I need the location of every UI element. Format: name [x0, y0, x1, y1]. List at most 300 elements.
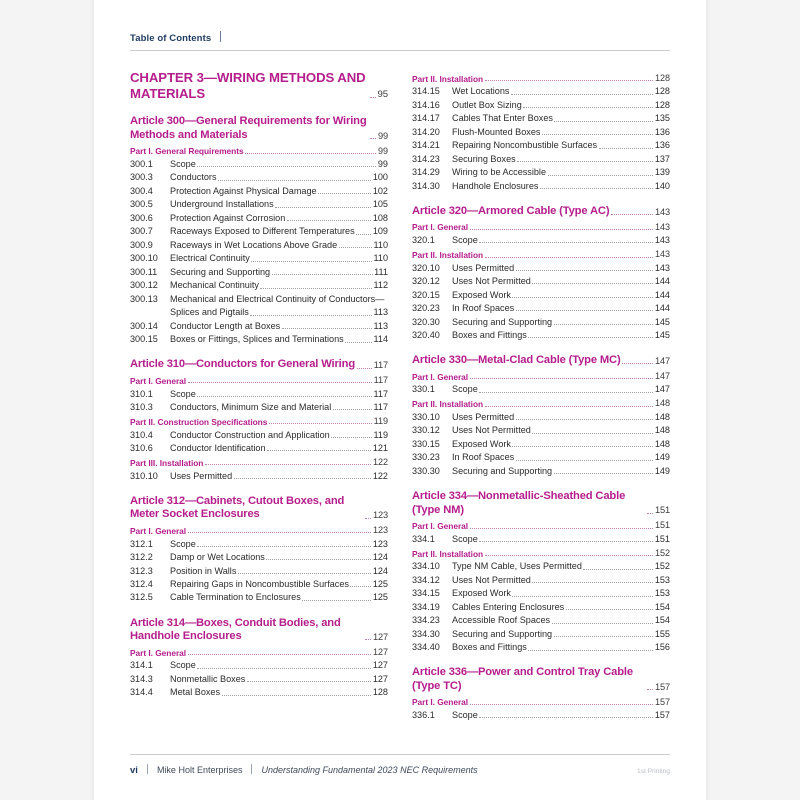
toc-entry-label: Part III. Installation	[130, 458, 204, 468]
toc-entry-label: Conductors	[170, 172, 217, 183]
toc-page-number: 156	[654, 642, 670, 653]
toc-page-number: 157	[654, 696, 670, 707]
dot-leader	[287, 219, 372, 221]
toc-entry-label: Scope	[170, 538, 196, 549]
toc-section-entry[interactable]	[130, 253, 388, 264]
toc-page-number: 147	[654, 356, 670, 367]
toc-section-entry[interactable]	[412, 642, 670, 653]
dot-leader	[247, 680, 372, 682]
dot-leader	[566, 608, 654, 610]
dot-leader	[552, 622, 654, 624]
toc-article-heading[interactable]	[412, 354, 670, 368]
toc-page-number: 127	[372, 660, 388, 671]
dot-leader	[365, 517, 371, 519]
toc-section-entry[interactable]	[412, 588, 670, 599]
toc-columns	[130, 70, 670, 721]
toc-section-entry[interactable]	[130, 213, 388, 224]
toc-section-entry[interactable]	[412, 629, 670, 640]
toc-page-number: 102	[372, 185, 388, 196]
dot-leader	[188, 531, 372, 533]
toc-section-entry[interactable]	[412, 303, 670, 314]
toc-part-heading[interactable]	[412, 222, 670, 233]
dot-leader	[218, 179, 371, 181]
toc-entry-label: Article 336—Power and Control Tray Cable (Type TC)	[412, 666, 633, 692]
dot-leader	[548, 174, 654, 176]
toc-entry-label: Uses Not Permitted	[452, 574, 531, 585]
toc-entry-label: Raceways in Wet Locations Above Grade	[170, 239, 338, 250]
dot-leader	[512, 296, 653, 298]
toc-entry-label: Nonmetallic Boxes	[170, 673, 246, 684]
toc-page-number: 135	[654, 113, 670, 124]
toc-article-heading[interactable]	[130, 358, 388, 372]
toc-section-entry[interactable]	[130, 592, 388, 603]
toc-entry-label: Repairing Gaps in Noncombustible Surfaces	[170, 578, 349, 589]
toc-entry-label: Article 334—Nonmetallic-Sheathed Cable (Type NM)	[412, 489, 626, 516]
toc-entry-label: CHAPTER 3—WIRING METHODS AND MATERIALS	[130, 70, 366, 102]
toc-part-heading[interactable]	[412, 371, 670, 382]
toc-page-number: 144	[654, 303, 670, 314]
dot-leader	[188, 653, 372, 655]
toc-section-number: 310.10	[130, 470, 158, 481]
toc-entry-label: Scope	[452, 533, 478, 544]
toc-page-number: 111	[374, 266, 388, 277]
toc-section-number: 334.19	[412, 601, 440, 612]
toc-section-entry[interactable]	[412, 263, 670, 274]
toc-page-number: 148	[654, 398, 670, 409]
dot-leader	[245, 152, 376, 154]
toc-page-number: 108	[372, 212, 388, 223]
dot-leader	[339, 246, 372, 248]
toc-article-heading[interactable]	[412, 205, 670, 219]
dot-leader	[528, 649, 653, 651]
dot-leader	[479, 716, 653, 718]
toc-section-entry[interactable]	[130, 334, 388, 345]
dot-leader	[250, 314, 372, 316]
toc-page-number: 149	[654, 465, 670, 476]
toc-entry-label: Scope	[170, 660, 196, 671]
toc-page-number: 136	[654, 140, 670, 151]
toc-section-number: 320.40	[412, 330, 440, 341]
toc-part-heading[interactable]	[130, 647, 388, 658]
toc-page-number: 109	[372, 226, 388, 237]
toc-section-entry[interactable]	[130, 579, 388, 590]
toc-page-number: 152	[654, 547, 670, 558]
toc-section-entry[interactable]	[412, 330, 670, 341]
toc-section-entry[interactable]	[412, 235, 670, 246]
toc-entry-label: Securing and Supporting	[452, 628, 553, 639]
dot-leader	[331, 436, 372, 438]
toc-page-number: 153	[654, 588, 670, 599]
toc-section-entry[interactable]	[412, 154, 670, 165]
dot-leader	[485, 256, 654, 258]
toc-section-entry[interactable]	[412, 290, 670, 301]
running-head-title: Table of Contents	[130, 33, 212, 44]
toc-page-number: 99	[377, 145, 388, 156]
dot-leader	[485, 405, 654, 407]
running-head-rule	[130, 50, 670, 51]
dot-leader	[234, 477, 372, 479]
toc-section-entry[interactable]	[130, 159, 388, 170]
dot-leader	[269, 422, 372, 424]
toc-page-number: 127	[372, 646, 388, 657]
toc-entry-row	[412, 490, 670, 517]
toc-part-heading[interactable]	[130, 375, 388, 386]
toc-page-number: 148	[654, 425, 670, 436]
toc-section-entry[interactable]	[412, 561, 670, 572]
toc-entry-label: Raceways Exposed to Different Temperatures	[170, 226, 355, 237]
toc-section-entry[interactable]	[412, 439, 670, 450]
toc-page-number: 114	[373, 334, 388, 345]
toc-part-heading[interactable]	[130, 416, 388, 427]
dot-leader	[333, 408, 372, 410]
toc-page-number: 128	[654, 99, 670, 110]
toc-entry-label: Uses Permitted	[452, 262, 515, 273]
toc-page-number: 147	[654, 370, 670, 381]
toc-section-number: 314.17	[412, 113, 440, 124]
toc-section-entry[interactable]	[412, 317, 670, 328]
toc-section-number: 320.1	[412, 235, 435, 246]
document-page	[94, 0, 706, 800]
toc-page-number: 154	[654, 615, 670, 626]
dot-leader	[647, 688, 653, 690]
toc-entry-label: Securing and Supporting	[452, 316, 553, 327]
toc-entry-label: Part II. Construction Specifications	[130, 416, 268, 427]
toc-entry-label: Part II. Installation	[412, 548, 484, 559]
toc-section-entry[interactable]	[130, 674, 388, 685]
toc-part-heading[interactable]	[412, 249, 670, 260]
toc-section-number: 312.4	[130, 578, 153, 589]
toc-section-entry[interactable]	[412, 575, 670, 586]
toc-chapter-heading[interactable]	[130, 70, 388, 102]
dot-leader	[532, 581, 653, 583]
toc-entry-label: Protection Against Physical Damage	[170, 185, 317, 196]
toc-page-number: 151	[654, 520, 670, 531]
toc-entry-label: Electrical Continuity	[170, 253, 250, 264]
toc-section-number: 336.1	[412, 710, 435, 721]
dot-leader	[302, 599, 371, 601]
dot-leader	[611, 213, 654, 215]
toc-section-entry[interactable]	[412, 466, 670, 477]
toc-section-number: 300.5	[130, 199, 153, 210]
toc-section-number: 320.15	[412, 289, 440, 300]
toc-entry-row	[412, 205, 670, 219]
toc-section-number: 300.3	[130, 172, 153, 183]
toc-section-number: 314.20	[412, 126, 440, 137]
toc-page-number: 121	[372, 443, 388, 454]
toc-entry-label: Uses Permitted	[452, 411, 515, 422]
toc-section-entry[interactable]	[130, 402, 388, 413]
toc-page-number: 137	[654, 153, 670, 164]
dot-leader	[479, 540, 653, 542]
dot-leader	[222, 694, 372, 696]
toc-entry-row	[130, 617, 388, 644]
toc-section-entry-continued[interactable]	[130, 307, 388, 318]
toc-section-entry[interactable]	[412, 452, 670, 463]
toc-page-number: 112	[373, 280, 388, 291]
toc-article-heading[interactable]	[412, 490, 670, 517]
toc-part-heading[interactable]	[412, 73, 670, 84]
dot-leader	[267, 449, 371, 451]
toc-page-number: 125	[372, 592, 388, 603]
toc-entry-label: In Roof Spaces	[452, 303, 515, 314]
toc-page-number: 157	[654, 710, 670, 721]
toc-part-heading[interactable]	[130, 525, 388, 536]
toc-entry-row	[130, 358, 388, 372]
toc-section-number: 334.10	[412, 561, 440, 572]
toc-section-entry[interactable]	[412, 615, 670, 626]
toc-page-number: 124	[372, 565, 388, 576]
toc-section-entry[interactable]	[130, 280, 388, 291]
footer-divider-2	[251, 764, 252, 774]
toc-section-entry[interactable]	[130, 267, 388, 278]
toc-section-entry[interactable]	[130, 660, 388, 671]
toc-section-number: 300.9	[130, 239, 153, 250]
toc-part-heading[interactable]	[412, 520, 670, 531]
dot-leader	[266, 558, 371, 560]
dot-leader	[554, 120, 653, 122]
dot-leader	[532, 282, 653, 284]
toc-section-number: 314.16	[412, 99, 440, 110]
toc-section-number: 334.12	[412, 574, 440, 585]
toc-entry-label: Part I. General	[130, 375, 187, 386]
dot-leader	[542, 133, 653, 135]
toc-page-number: 128	[654, 86, 670, 97]
dot-leader	[197, 667, 371, 669]
toc-section-entry[interactable]	[412, 534, 670, 545]
toc-section-number: 320.10	[412, 262, 440, 273]
toc-section-entry[interactable]	[130, 172, 388, 183]
toc-entry-label: Cables That Enter Boxes	[452, 113, 553, 124]
toc-part-heading[interactable]	[412, 697, 670, 708]
footer-divider-1	[147, 764, 148, 774]
toc-page-number: 128	[372, 687, 388, 698]
toc-entry-label: Cable Termination to Enclosures	[170, 592, 301, 603]
toc-section-entry[interactable]	[130, 321, 388, 332]
dot-leader	[350, 585, 371, 587]
toc-section-number: 330.23	[412, 452, 440, 463]
toc-entry-label: Mechanical Continuity	[170, 280, 259, 291]
toc-entry-label: Article 330—Metal-Clad Cable (Type MC)	[412, 354, 621, 367]
toc-article-heading[interactable]	[412, 666, 670, 693]
toc-entry-label: Part I. General Requirements	[130, 146, 244, 157]
toc-article-heading[interactable]	[130, 495, 388, 522]
toc-section-entry[interactable]	[412, 181, 670, 192]
toc-page-number: 110	[373, 253, 388, 264]
toc-part-heading[interactable]	[412, 548, 670, 559]
toc-page-number: 143	[654, 262, 670, 273]
toc-section-entry[interactable]	[130, 430, 388, 441]
toc-page-number: 151	[654, 533, 670, 544]
dot-leader	[260, 287, 372, 289]
toc-entry-label: Article 312—Cabinets, Cutout Boxes, and Meter Socket Enclosures	[130, 494, 345, 521]
toc-section-number: 330.1	[412, 384, 435, 395]
toc-section-number: 320.23	[412, 303, 440, 314]
toc-section-entry[interactable]	[412, 127, 670, 138]
toc-entry-label: Damp or Wet Locations	[170, 552, 265, 563]
toc-column-left	[130, 70, 388, 721]
toc-part-heading[interactable]	[130, 146, 388, 157]
toc-page-number: 151	[654, 505, 670, 516]
toc-entry-label: Scope	[452, 235, 478, 246]
toc-entry-label: Conductor Construction and Application	[170, 429, 330, 440]
toc-section-entry[interactable]	[130, 687, 388, 698]
toc-section-number: 310.3	[130, 402, 153, 412]
running-head	[130, 30, 670, 46]
dot-leader	[511, 93, 653, 95]
toc-part-heading[interactable]	[412, 398, 670, 409]
page-number: vi	[130, 765, 138, 776]
toc-section-entry[interactable]	[412, 602, 670, 613]
toc-page-number: 127	[372, 632, 388, 643]
toc-section-entry[interactable]	[130, 389, 388, 400]
toc-page-number: 122	[372, 470, 388, 481]
toc-section-number: 314.30	[412, 180, 440, 191]
toc-section-entry[interactable]	[412, 167, 670, 178]
toc-section-number: 300.13	[130, 293, 158, 304]
toc-page-number: 136	[654, 126, 670, 137]
footer-rule	[130, 754, 670, 755]
toc-section-number: 330.15	[412, 438, 440, 449]
dot-leader	[554, 323, 654, 325]
toc-section-number: 320.30	[412, 316, 440, 327]
toc-article-heading[interactable]	[130, 115, 388, 142]
dot-leader	[516, 309, 654, 311]
dot-leader	[370, 137, 376, 139]
toc-page-number: 145	[654, 330, 670, 341]
toc-section-entry[interactable]	[130, 443, 388, 454]
toc-section-number: 330.30	[412, 465, 440, 476]
toc-page-number: 154	[654, 601, 670, 612]
toc-page-number: 144	[654, 276, 670, 287]
toc-entry-label: Scope	[170, 388, 196, 399]
toc-section-entry[interactable]	[412, 140, 670, 151]
dot-leader	[523, 106, 653, 108]
toc-entry-label: Part I. General	[130, 525, 187, 536]
toc-entry-label: Wet Locations	[452, 86, 510, 97]
toc-section-entry[interactable]	[130, 186, 388, 197]
dot-leader	[622, 362, 653, 364]
toc-page-number: 125	[372, 578, 388, 589]
toc-section-number: 300.6	[130, 212, 153, 223]
dot-leader	[512, 595, 653, 597]
toc-entry-label: Type NM Cable, Uses Permitted	[452, 561, 582, 572]
dot-leader	[540, 187, 653, 189]
toc-page-number: 119	[373, 416, 388, 427]
dot-leader	[197, 165, 376, 167]
toc-page-number: 143	[654, 249, 670, 260]
toc-entry-label: Uses Not Permitted	[452, 425, 531, 436]
toc-section-number: 334.40	[412, 642, 440, 653]
toc-entry-label: Uses Permitted	[170, 470, 233, 481]
toc-entry-label: Exposed Work	[452, 438, 511, 449]
toc-entry-label: Accessible Roof Spaces	[452, 615, 551, 626]
toc-section-entry[interactable]	[412, 710, 670, 721]
publisher-name: Mike Holt Enterprises	[156, 765, 243, 775]
printing-label: 1st Printing	[637, 768, 670, 775]
toc-section-number: 314.23	[412, 153, 440, 164]
toc-section-entry[interactable]	[412, 425, 670, 436]
dot-leader	[485, 79, 654, 81]
toc-entry-label: Conductor Identification	[170, 443, 266, 454]
toc-article-heading[interactable]	[130, 617, 388, 644]
toc-page-number: 139	[654, 167, 670, 178]
toc-section-entry[interactable]	[412, 384, 670, 395]
dot-leader	[532, 432, 653, 434]
toc-entry-label: Mechanical and Electrical Continuity of Conductors—	[170, 293, 385, 304]
toc-section-entry[interactable]	[412, 113, 670, 124]
toc-page-number: 128	[654, 73, 670, 83]
toc-section-entry[interactable]	[130, 240, 388, 251]
toc-entry-label: Underground Installations	[170, 199, 274, 210]
toc-section-entry[interactable]	[130, 294, 388, 305]
dot-leader	[479, 241, 653, 243]
toc-entry-label: Article 314—Boxes, Conduit Bodies, and Handhole Enclosures	[130, 616, 341, 643]
toc-page-number: 152	[654, 561, 670, 572]
dot-leader	[272, 273, 373, 275]
toc-entry-label: Scope	[452, 710, 478, 721]
page-content	[130, 30, 670, 721]
toc-section-number: 314.4	[130, 687, 153, 698]
dot-leader	[647, 512, 653, 514]
toc-page-number: 155	[654, 628, 670, 639]
footer-line	[130, 763, 670, 776]
toc-section-number: 314.15	[412, 86, 440, 97]
toc-entry-label: Conductor Length at Boxes	[170, 320, 281, 331]
toc-section-entry[interactable]	[412, 276, 670, 287]
toc-section-entry[interactable]	[130, 471, 388, 482]
dot-leader	[599, 147, 654, 149]
toc-section-number: 314.29	[412, 167, 440, 178]
toc-section-entry[interactable]	[130, 199, 388, 210]
toc-page-number: 143	[654, 221, 670, 232]
toc-section-entry[interactable]	[130, 539, 388, 550]
toc-section-number: 330.10	[412, 411, 440, 422]
toc-entry-label: Splices and Pigtails	[170, 307, 249, 318]
toc-entry-label: Article 310—Conductors for General Wiring	[130, 358, 356, 371]
toc-section-entry[interactable]	[130, 226, 388, 237]
toc-section-number: 320.12	[412, 276, 440, 287]
toc-entry-row	[130, 115, 388, 142]
toc-section-entry[interactable]	[412, 412, 670, 423]
toc-part-heading[interactable]	[130, 457, 388, 468]
toc-entry-label: Article 320—Armored Cable (Type AC)	[412, 204, 610, 217]
toc-section-entry[interactable]	[130, 552, 388, 563]
toc-entry-label: Position in Walls	[170, 565, 237, 576]
dot-leader	[356, 233, 371, 235]
toc-page-number: 100	[372, 172, 388, 183]
toc-entry-label: Exposed Work	[452, 289, 511, 300]
toc-section-number: 300.7	[130, 226, 153, 237]
toc-entry-label: Protection Against Corrosion	[170, 212, 286, 223]
dot-leader	[554, 635, 654, 637]
toc-section-number: 310.6	[130, 443, 153, 454]
toc-entry-label: Part I. General	[412, 222, 469, 233]
toc-section-entry[interactable]	[130, 566, 388, 577]
toc-section-entry[interactable]	[412, 100, 670, 111]
book-title: Understanding Fundamental 2023 NEC Requirements	[261, 765, 478, 775]
toc-section-entry[interactable]	[412, 86, 670, 97]
toc-entry-label: Securing and Supporting	[170, 266, 271, 277]
toc-section-number: 300.14	[130, 320, 158, 331]
toc-page-number: 149	[654, 452, 670, 463]
dot-leader	[528, 336, 653, 338]
toc-section-number: 300.1	[130, 158, 153, 169]
toc-page-number: 113	[373, 307, 388, 318]
toc-section-number: 334.30	[412, 628, 440, 639]
toc-entry-label: Scope	[452, 384, 478, 395]
toc-entry-row	[412, 666, 670, 693]
toc-page-number: 123	[372, 525, 388, 536]
